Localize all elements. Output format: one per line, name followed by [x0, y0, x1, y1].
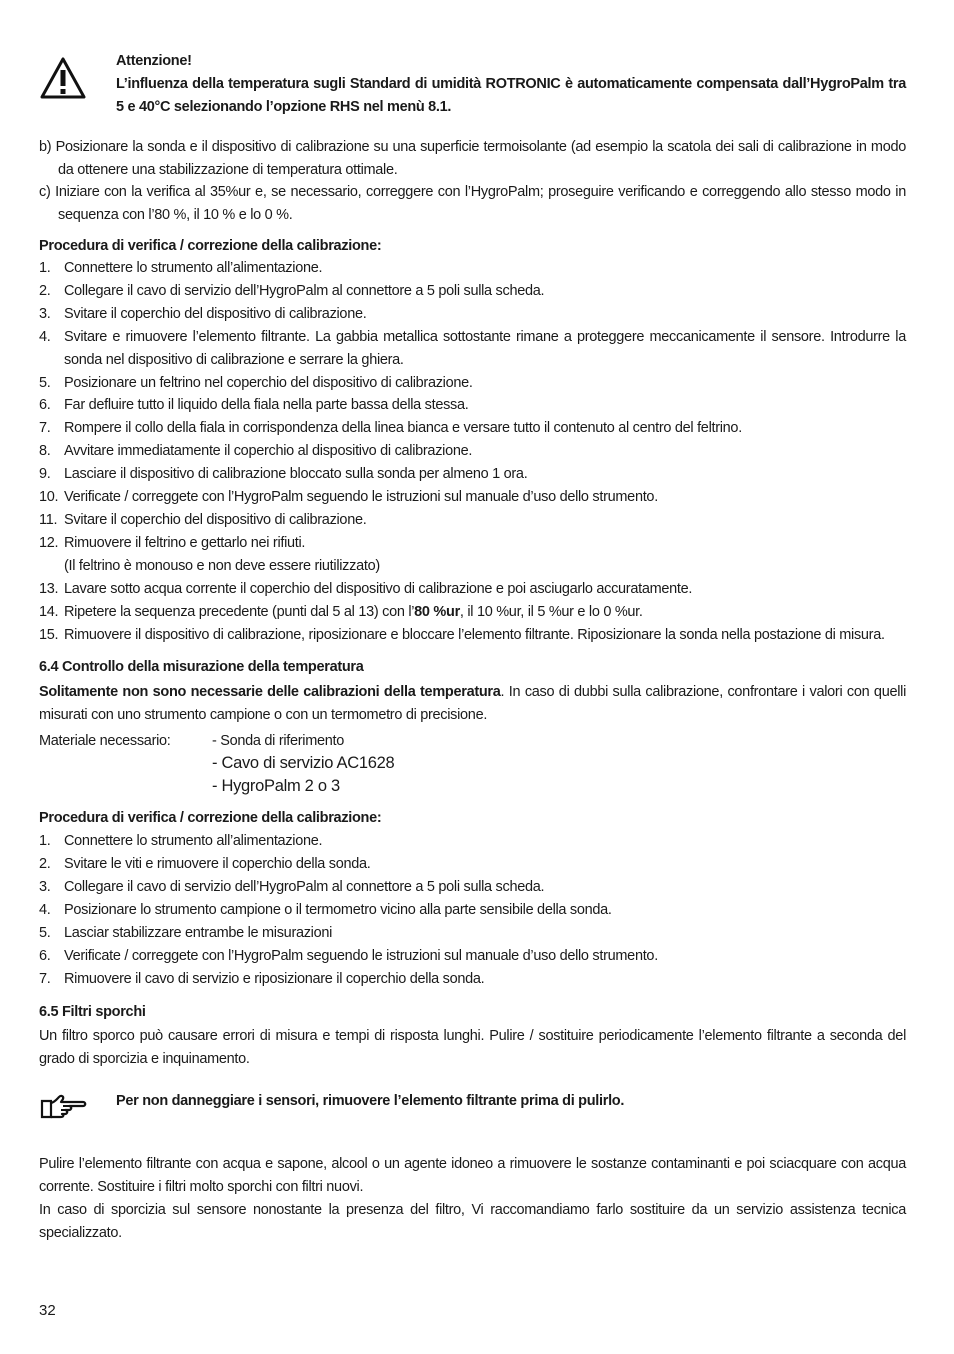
- list-item: 13. Lavare sotto acqua corrente il coperchio del dispositivo di calibrazione e poi asciugarlo accuratamente.: [39, 580, 693, 597]
- warning-title: Attenzione!: [116, 53, 192, 69]
- list-item: 4. Svitare e rimuovere l’elemento filtrante. La gabbia metallica sottostante rimane a proteggere meccanicamente il sensore. Introdurre la sonda nel dispositivo di calibrazione e serrare la ghiera.: [39, 328, 906, 368]
- material-item: - HygroPalm 2 o 3: [212, 777, 340, 796]
- list-item: 3. Svitare il coperchio del dispositivo di calibrazione.: [39, 305, 367, 322]
- warning-triangle-icon: [39, 56, 87, 100]
- procedure1-heading: Procedura di verifica / correzione della calibrazione:: [39, 238, 382, 254]
- list-item: 11. Svitare il coperchio del dispositivo di calibrazione.: [39, 511, 367, 528]
- list-item: 7. Rompere il collo della fiala in corrispondenza della linea bianca e versare tutto il contenuto al centro del feltrino.: [39, 420, 742, 437]
- document-page: [39, 48, 906, 1245]
- list-item: 6. Verificate / correggete con l’HygroPalm seguendo le istruzioni sul manuale d’uso dello strumento.: [39, 947, 658, 964]
- material-item: - Cavo di servizio AC1628: [212, 754, 395, 773]
- list-item: 4. Posizionare lo strumento campione o il termometro vicino alla parte sensibile della sonda.: [39, 902, 612, 919]
- list-item: 15. Rimuovere il dispositivo di calibrazione, riposizionare e bloccare l’elemento filtrante. Riposizionare la sonda nella postazione di misura.: [39, 626, 885, 643]
- list-item: 14. Ripetere la sequenza precedente (punti dal 5 al 13) con l’80 %ur, il 10 %ur, il 5 %ur e lo 0 %ur.: [39, 603, 643, 620]
- material-item: - Sonda di riferimento: [212, 733, 345, 750]
- list-item: 8. Avvitare immediatamente il coperchio al dispositivo di calibrazione.: [39, 443, 473, 460]
- closing-paragraph-2: In caso di sporcizia sul sensore nonostante la presenza del filtro, Vi raccomandiamo farlo sostituire da un servizio assistenza tecnica specializzato.: [39, 1201, 906, 1241]
- warning-text-block: [116, 50, 906, 119]
- materials-label: Materiale necessario:: [39, 733, 171, 750]
- list-item: 2. Svitare le viti e rimuovere il coperchio della sonda.: [39, 856, 371, 873]
- list-item: 9. Lasciare il dispositivo di calibrazione bloccato sulla sonda per almeno 1 ora.: [39, 466, 528, 483]
- section-6-4-lead: Solitamente non sono necessarie delle calibrazioni della temperatura. In caso di dubbi sulla calibrazione, confrontare i valori con quelli misurati con uno strumento campione o con un termometro di precisione.: [39, 684, 906, 724]
- list-item: 1. Connettere lo strumento all’alimentazione.: [39, 833, 323, 850]
- list-item: 12. Rimuovere il feltrino e gettarlo nei rifiuti. (Il feltrino è monouso e non deve essere riutilizzato): [39, 534, 380, 574]
- procedure2-steps: [39, 830, 906, 990]
- section-6-5-text: Un filtro sporco può causare errori di misura e tempi di risposta lunghi. Pulire / sostituire periodicamente l’elemento filtrante a seconda del grado di sporcizia e inquinamento.: [39, 1027, 906, 1067]
- hint-notice: [39, 1089, 906, 1135]
- intro-item-c: c) Iniziare con la verifica al 35%ur e, se necessario, correggere con l’HygroPalm; proseguire verificando e correggendo allo stesso modo in sequenza con l’80 %, il 10 % e lo 0 %.: [39, 184, 906, 223]
- pointing-hand-icon: [39, 1093, 87, 1121]
- hint-text: Per non danneggiare i sensori, rimuovere l’elemento filtrante prima di pulirlo.: [116, 1092, 625, 1109]
- list-item: 3. Collegare il cavo di servizio dell’HygroPalm al connettore a 5 poli sulla scheda.: [39, 879, 545, 896]
- list-item: 7. Rimuovere il cavo di servizio e riposizionare il coperchio della sonda.: [39, 970, 485, 987]
- procedure2-heading: Procedura di verifica / correzione della calibrazione:: [39, 810, 382, 827]
- list-item: 6. Far defluire tutto il liquido della fiala nella parte bassa della stessa.: [39, 397, 469, 414]
- materials-list: [39, 733, 906, 801]
- section-6-5-heading: 6.5 Filtri sporchi: [39, 1003, 146, 1020]
- list-item: 10. Verificate / correggete con l’HygroPalm seguendo le istruzioni sul manuale d’uso dello strumento.: [39, 489, 658, 506]
- warning-text: L’influenza della temperatura sugli Standard di umidità ROTRONIC è automaticamente compensata dall’HygroPalm tra 5 e 40°C selezionando l’opzione RHS nel menù 8.1.: [116, 76, 906, 115]
- section-6-4-heading: 6.4 Controllo della misurazione della temperatura: [39, 659, 364, 676]
- list-item: 5. Posizionare un feltrino nel coperchio del dispositivo di calibrazione.: [39, 374, 473, 391]
- warning-notice: [39, 48, 906, 128]
- intro-item-b: b) Posizionare la sonda e il dispositivo di calibrazione su una superficie termoisolante (ad esempio la scatola dei sali di calibrazione in modo da ottenere una stabilizzazione di temperatura ottimale.: [39, 139, 906, 178]
- page-number: 32: [39, 1302, 56, 1319]
- closing-paragraph-1: Pulire l’elemento filtrante con acqua e sapone, alcool o un agente idoneo a rimuovere le sostanze contaminanti e poi sciacquare con acqua corrente. Sostituire i filtri molto sporchi con filtri nuovi.: [39, 1155, 906, 1195]
- procedure1-steps: [39, 257, 906, 646]
- list-item: 5. Lasciar stabilizzare entrambe le misurazioni: [39, 925, 333, 942]
- list-item: 2. Collegare il cavo di servizio dell’HygroPalm al connettore a 5 poli sulla scheda.: [39, 282, 545, 299]
- list-item: 1. Connettere lo strumento all’alimentazione.: [39, 260, 323, 276]
- step-note: (Il feltrino è monouso e non deve essere riutilizzato): [64, 557, 380, 574]
